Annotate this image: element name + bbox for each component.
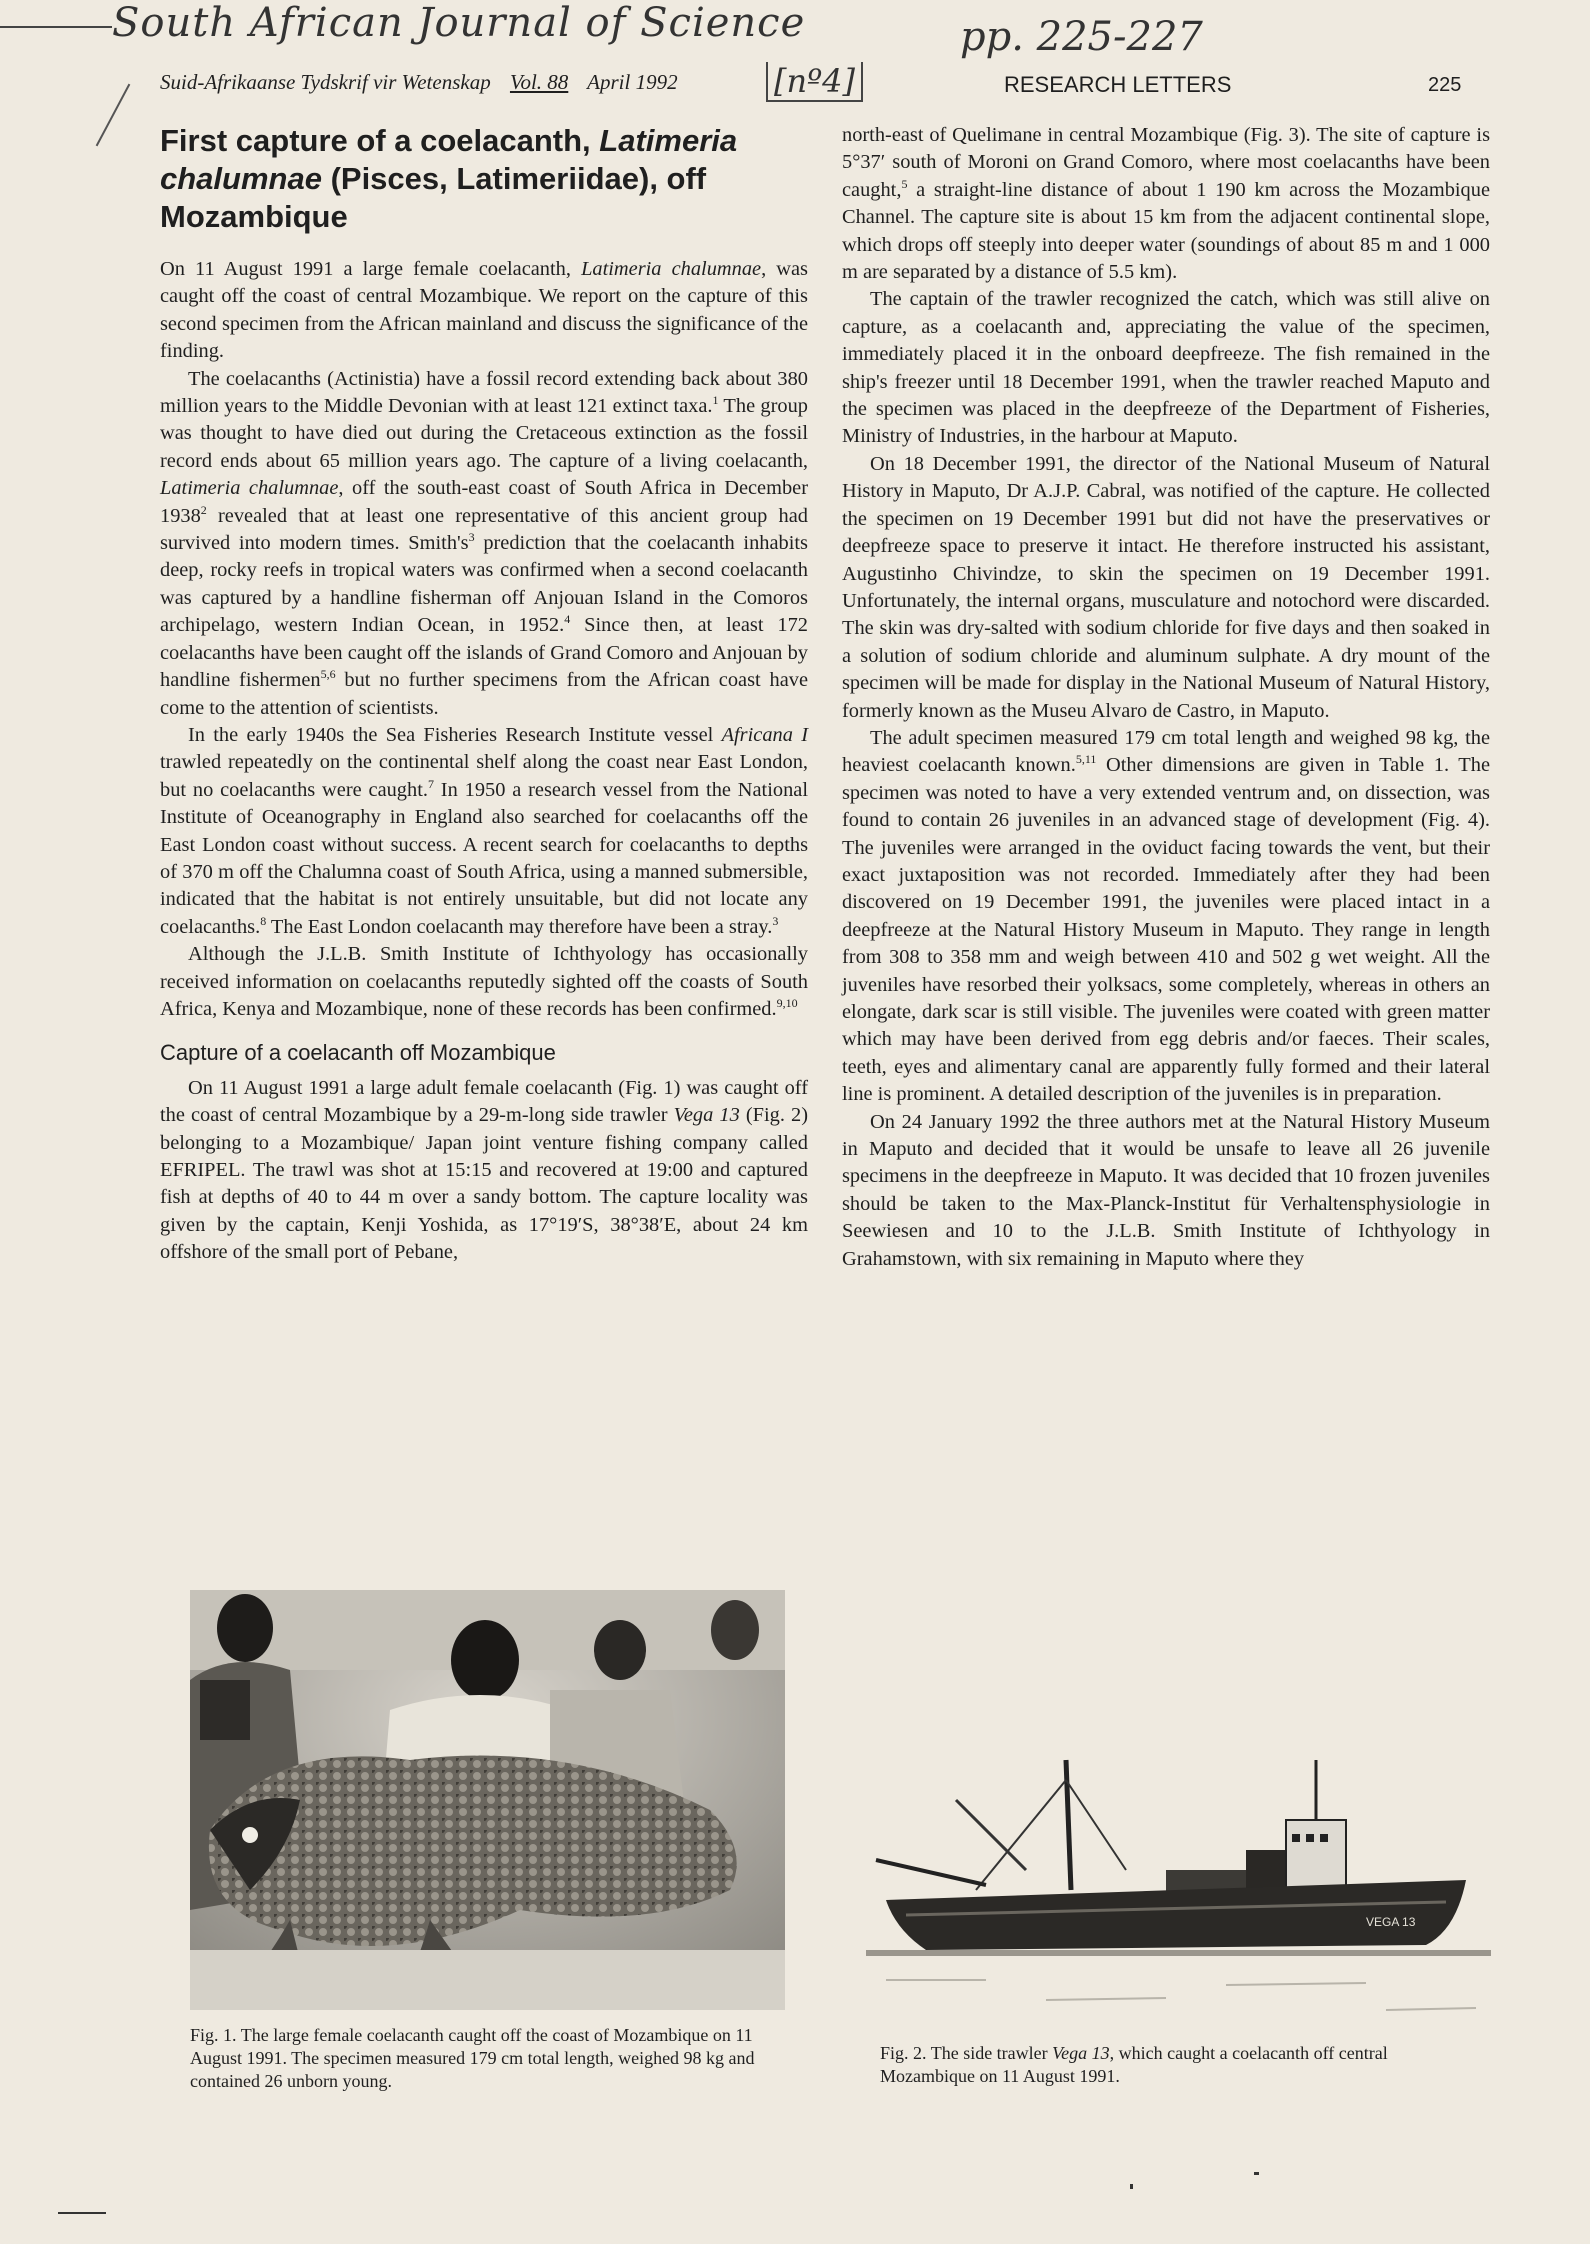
section-heading: RESEARCH LETTERS xyxy=(1004,72,1232,97)
handwritten-line xyxy=(0,26,112,28)
figure-1-coelacanth-photo xyxy=(190,1590,785,2010)
handwritten-stroke xyxy=(96,84,131,147)
paragraph: north-east of Quelimane in central Mozambique (Fig. 3). The site of capture is 5°37′ south of Moroni on Grand Comoro, where most coelacanths have been caught,$^5$ a straight-line distance of about 1 190 km across the Mozambique Channel. The capture site is about 15 km from the adjacent continental slope, which drops off steeply into deeper water (soundings of about 85 m and 1 000 m are separated by a distance of 5.5 km). xyxy=(842,124,1490,284)
issue-date: April 1992 xyxy=(587,70,678,94)
right-column xyxy=(842,122,1490,1273)
paragraph: On 24 January 1992 the three authors met at the Natural History Museum in Maputo and decided that it would be unsafe to leave all 26 juvenile specimens in the deepfreeze in Maputo. It was decided that 10 frozen juveniles should be taken to the Max-Planck-Institut für Verhaltensphysiologie in Seewiesen and 10 to the J.L.B. Smith Institute of Ichthyology in Grahamstown, with six remaining in Maputo where they xyxy=(842,1110,1490,1270)
paragraph: In the early 1940s the Sea Fisheries Research Institute vessel Africana I trawled repeatedly on the continental shelf along the coast near East London, but no coelacanths were caught.$^7$ In 1950 a research vessel from the National Institute of Oceanography in England also searched for coelacanths off the East London coast without success. A recent search for coelacanths to depths of 370 m off the Chalumna coast of South Africa, using a manned submersible, indicated that the habitat is not entirely unsuitable, but did not locate any coelacanths.$^8$ The East London coelacanth may therefore have been a stray.$^3$ xyxy=(160,723,808,938)
stray-mark xyxy=(1130,2184,1133,2189)
paragraph: The captain of the trawler recognized the catch, which was still alive on capture, as a coelacanth and, appreciating the value of the specimen, immediately placed it in the onboard deepfreeze. The fish remained in the ship's freezer until 18 December 1991, when the trawler reached Maputo and the specimen was placed in the deepfreeze of the Department of Fisheries, Ministry of Industries, in the harbour at Maputo. xyxy=(842,288,1490,448)
left-column xyxy=(160,122,808,1267)
paragraph: On 11 August 1991 a large adult female coelacanth (Fig. 1) was caught off the coast of central Mozambique by a 29-m-long side trawler Vega 13 (Fig. 2) belonging to a Mozambique/ Japan joint venture fishing company called EFRIPEL. The trawl was shot at 15:15 and recovered at 19:00 and captured fish at depths of 40 to 44 m over a sandy bottom. The capture locality was given by the captain, Kenji Yoshida, as 17°19′S, 38°38′E, about 24 km offshore of the small port of Pebane, xyxy=(160,1076,808,1264)
journal-header xyxy=(160,70,692,95)
ship-hull-name: VEGA 13 xyxy=(1366,1915,1416,1929)
paragraph: On 18 December 1991, the director of the National Museum of Natural History in Maputo, Dr A.J.P. Cabral, was notified of the capture. He collected the specimen on 19 December 1991 but did not have the preservatives or deepfreeze space to preserve it intact. He therefore instructed his assistant, Augustinho Chivindze, to skin the specimen on 19 December 1991. Unfortunately, the internal organs, musculature and notochord were discarded. The skin was dry-salted with sodium chloride for five days and then soaked in a solution of sodium chloride and aluminum sulphate. A dry mount of the specimen will be made for display in the National Museum of Natural History, formerly known as the Museu Alvaro de Castro, in Maputo. xyxy=(842,452,1490,722)
figure-2-trawler-photo xyxy=(866,1740,1491,2040)
stray-mark xyxy=(1254,2172,1259,2175)
paragraph: Although the J.L.B. Smith Institute of Ichthyology has occasionally received information on coelacanths reputedly sighted off the coasts of South Africa, Kenya and Mozambique, none of these records has been confirmed.$^{9,10}$ xyxy=(160,943,808,1020)
paragraph: The coelacanths (Actinistia) have a fossil record extending back about 380 million years to the Middle Devonian with at least 121 extinct taxa.$^1$ The group was thought to have died out during the Cretaceous extinction as the fossil record ends about 65 million years ago. The capture of a living coelacanth, Latimeria chalumnae, off the south-east coast of South Africa in December 1938$^2$ revealed that at least one representative of this ancient group had survived into modern times. $Smith's^3$ prediction that the coelacanth inhabits deep, rocky reefs in tropical waters was confirmed when a second coelacanth was captured by a handline fisherman off Anjouan Island in the Comoros archipelago, western Indian Ocean, in 1952.$^4$ Since then, at least 172 coelacanths have been caught off the islands of Grand Comoro and Anjouan by handline fishermen$^{5,6}$ but no further specimens from the African coast have come to the attention of scientists. xyxy=(160,367,808,719)
figure-1-caption: Fig. 1. The large female coelacanth caught off the coast of Mozambique on 11 August 1991. The specimen measured 179 cm total length, weighed 98 kg and contained 26 unborn young. xyxy=(190,2025,755,2091)
volume: Vol. 88 xyxy=(509,70,569,94)
subheading: Capture of a coelacanth off Mozambique xyxy=(160,1040,556,1066)
handwritten-issue: [nº4] xyxy=(766,62,863,102)
page-number: 225 xyxy=(1428,74,1462,96)
paragraph: The adult specimen measured 179 cm total length and weighed 98 kg, the heaviest coelacanth known.$^{5,11}$ Other dimensions are given in Table 1. The specimen was noted to have a very extended ventrum and, on dissection, was found to contain 26 juveniles in an advanced stage of development (Fig. 4). The juveniles were arranged in the oviduct facing towards the vent, but their exact juxtaposition was not recorded. Immediately after they had been discovered on 19 December 1991, the juveniles were placed intact in a deepfreeze at the Natural History Museum in Maputo. They range in length from 308 to 358 mm and weigh between 410 and 502 g wet weight. All the juveniles have resorbed their yolksacs, some completely, whereas in others an elongate, dark scar is still visible. The juveniles were coated with green matter which may have been derived from egg debris and/or faeces. Their scales, teeth, eyes and alimentary canal are apparently fully formed and their lateral line is prominent. A detailed description of the juveniles is in preparation. xyxy=(842,726,1490,1106)
figure-2-caption: Fig. 2. The side trawler Vega 13, which caught a coelacanth off central Mozambique on 11 August 1991. xyxy=(880,2043,1388,2086)
handwritten-pages: pp. 225-227 xyxy=(960,14,1203,60)
stray-mark xyxy=(58,2212,106,2214)
handwritten-journal-title: South African Journal of Science xyxy=(112,0,806,46)
paragraph: On 11 August 1991 a large female coelacanth, Latimeria chalumnae, was caught off the coast of central Mozambique. We report on the capture of this second specimen from the African mainland and discuss the significance of the finding. xyxy=(160,258,808,363)
article-title: First capture of a coelacanth, Latimeria chalumnae (Pisces, Latimeriidae), off Mozambique xyxy=(160,123,738,234)
journal-name-afrikaans: Suid-Afrikaanse Tydskrif vir Wetenskap xyxy=(160,70,491,94)
